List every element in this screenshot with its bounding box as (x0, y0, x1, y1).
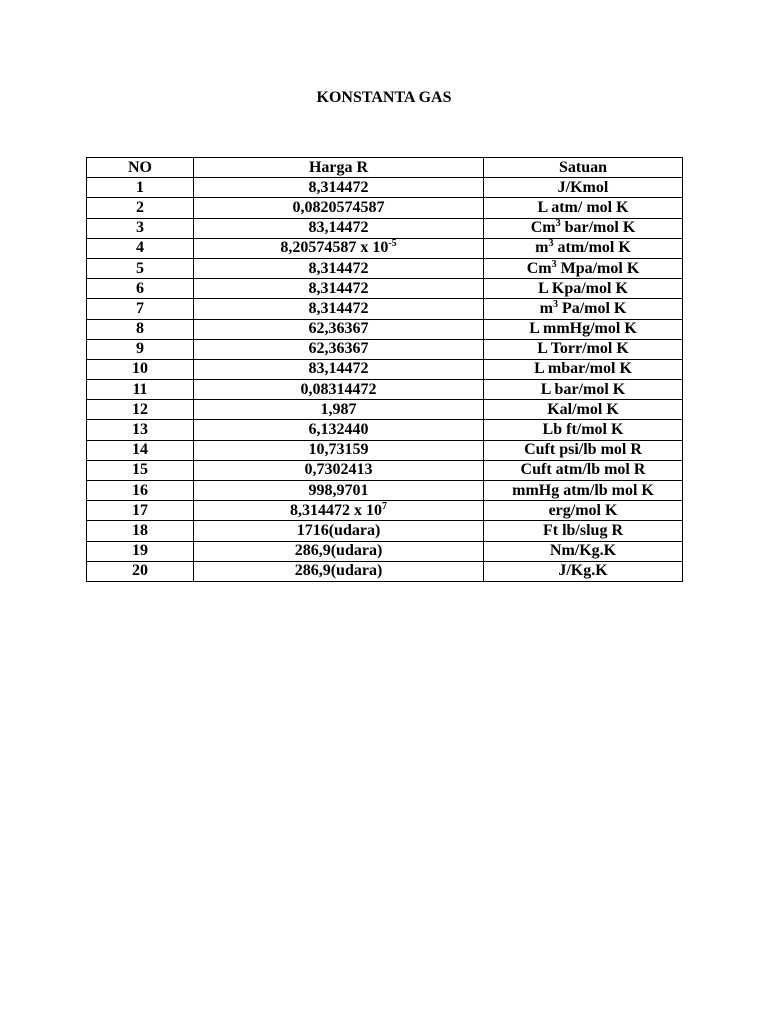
table-row (87, 299, 683, 319)
cell-harga-r (194, 178, 484, 198)
cell-harga-r (194, 258, 484, 278)
cell-satuan (484, 541, 683, 561)
text-segment: bar/mol K (560, 219, 636, 237)
table-row (87, 400, 683, 420)
cell-no: 12 (87, 400, 194, 420)
cell-harga-r (194, 238, 484, 258)
table-row (87, 319, 683, 339)
text-segment: 8,314472 (308, 299, 369, 317)
text-segment: J/Kg.K (558, 562, 608, 580)
superscript: 3 (551, 258, 557, 270)
page-title: KONSTANTA GAS (316, 89, 452, 106)
table-row (87, 420, 683, 440)
text-segment: Cuft atm/lb mol R (520, 461, 646, 479)
cell-no: 19 (87, 541, 194, 561)
text-segment: erg/mol K (548, 501, 618, 519)
table-row (87, 198, 683, 218)
cell-no: 17 (87, 501, 194, 521)
cell-harga-r (194, 541, 484, 561)
cell-harga-r (194, 339, 484, 359)
cell-no: 2 (87, 198, 194, 218)
superscript: -5 (388, 238, 397, 250)
text-segment: L Torr/mol K (537, 340, 629, 358)
table-row (87, 218, 683, 238)
table-row (87, 279, 683, 299)
cell-no: 3 (87, 218, 194, 238)
superscript: 3 (555, 218, 561, 230)
cell-no: 7 (87, 299, 194, 319)
cell-no: 20 (87, 561, 194, 581)
cell-satuan (484, 238, 683, 258)
cell-no: 6 (87, 279, 194, 299)
cell-satuan (484, 420, 683, 440)
cell-harga-r (194, 561, 484, 581)
cell-satuan (484, 481, 683, 501)
header-harga-r: Harga R (194, 158, 484, 178)
cell-satuan (484, 440, 683, 460)
text-segment: Cm (526, 259, 552, 277)
text-segment: J/Kmol (557, 178, 609, 196)
table-row (87, 380, 683, 400)
text-segment: 8,314472 (308, 279, 369, 297)
superscript: 7 (382, 500, 387, 512)
cell-harga-r (194, 380, 484, 400)
header-no: NO (87, 158, 194, 178)
cell-no: 16 (87, 481, 194, 501)
text-segment: Nm/Kg.K (549, 542, 617, 560)
text-segment: 10,73159 (308, 441, 369, 459)
superscript: 3 (548, 238, 554, 250)
text-segment: Cm (530, 219, 556, 237)
cell-no: 18 (87, 521, 194, 541)
cell-no: 4 (87, 238, 194, 258)
table-header-row (87, 158, 683, 178)
text-segment: Kal/mol K (547, 400, 619, 418)
text-segment: 1,987 (320, 400, 357, 418)
cell-harga-r (194, 299, 484, 319)
text-segment: Mpa/mol K (556, 259, 640, 277)
cell-no: 9 (87, 339, 194, 359)
text-segment: 8,314472 x 10 (290, 501, 382, 519)
table-row (87, 541, 683, 561)
cell-satuan (484, 299, 683, 319)
cell-satuan (484, 198, 683, 218)
cell-harga-r (194, 279, 484, 299)
cell-no: 10 (87, 359, 194, 379)
table-row (87, 501, 683, 521)
cell-harga-r (194, 198, 484, 218)
cell-satuan (484, 561, 683, 581)
table-row (87, 339, 683, 359)
text-segment: 0,7302413 (304, 461, 373, 479)
text-segment: atm/mol K (553, 239, 631, 257)
cell-satuan (484, 400, 683, 420)
text-segment: 62,36367 (308, 320, 369, 338)
cell-satuan (484, 178, 683, 198)
cell-harga-r (194, 420, 484, 440)
cell-satuan (484, 258, 683, 278)
cell-harga-r (194, 218, 484, 238)
text-segment: 1716(udara) (296, 521, 381, 539)
table-row (87, 521, 683, 541)
table-row (87, 178, 683, 198)
text-segment: L atm/ mol K (537, 198, 629, 216)
text-segment: 6,132440 (308, 421, 369, 439)
text-segment: L bar/mol K (540, 380, 626, 398)
cell-no: 15 (87, 460, 194, 480)
cell-satuan (484, 380, 683, 400)
text-segment: m (535, 239, 549, 257)
text-segment: Lb ft/mol K (542, 421, 624, 439)
text-segment: m (539, 299, 553, 317)
header-satuan: Satuan (484, 158, 683, 178)
cell-satuan (484, 339, 683, 359)
cell-harga-r (194, 481, 484, 501)
gas-constant-table (86, 157, 683, 582)
cell-no: 5 (87, 258, 194, 278)
cell-no: 14 (87, 440, 194, 460)
text-segment: Pa/mol K (557, 299, 627, 317)
text-segment: 0,0820574587 (292, 198, 385, 216)
text-segment: Ft lb/slug R (542, 521, 623, 539)
text-segment: 998,9701 (308, 481, 369, 499)
text-segment: 286,9(udara) (294, 562, 383, 580)
text-segment: 8,314472 (308, 178, 369, 196)
cell-satuan (484, 279, 683, 299)
cell-harga-r (194, 501, 484, 521)
cell-no: 1 (87, 178, 194, 198)
text-segment: L mbar/mol K (534, 360, 632, 378)
table-body (87, 178, 683, 582)
cell-no: 8 (87, 319, 194, 339)
cell-no: 11 (87, 380, 194, 400)
text-segment: 286,9(udara) (294, 542, 383, 560)
text-segment: 0,08314472 (300, 380, 377, 398)
text-segment: Cuft psi/lb mol R (524, 441, 642, 459)
superscript: 3 (552, 298, 558, 310)
cell-satuan (484, 460, 683, 480)
table-row (87, 238, 683, 258)
cell-harga-r (194, 521, 484, 541)
text-segment: 8,314472 (308, 259, 369, 277)
cell-satuan (484, 521, 683, 541)
text-segment: 83,14472 (308, 360, 369, 378)
text-segment: L Kpa/mol K (538, 279, 628, 297)
cell-satuan (484, 501, 683, 521)
text-segment: 83,14472 (308, 219, 369, 237)
table-row (87, 440, 683, 460)
cell-satuan (484, 359, 683, 379)
text-segment: L mmHg/mol K (529, 320, 637, 338)
table-row (87, 359, 683, 379)
text-segment: mmHg atm/lb mol K (512, 481, 654, 499)
cell-harga-r (194, 400, 484, 420)
table-row (87, 460, 683, 480)
table-row (87, 561, 683, 581)
table-row (87, 481, 683, 501)
table-row (87, 258, 683, 278)
cell-harga-r (194, 359, 484, 379)
cell-no: 13 (87, 420, 194, 440)
cell-harga-r (194, 440, 484, 460)
text-segment: 8,20574587 x 10 (280, 239, 389, 257)
cell-harga-r (194, 319, 484, 339)
text-segment: 62,36367 (308, 340, 369, 358)
cell-satuan (484, 319, 683, 339)
cell-harga-r (194, 460, 484, 480)
cell-satuan (484, 218, 683, 238)
